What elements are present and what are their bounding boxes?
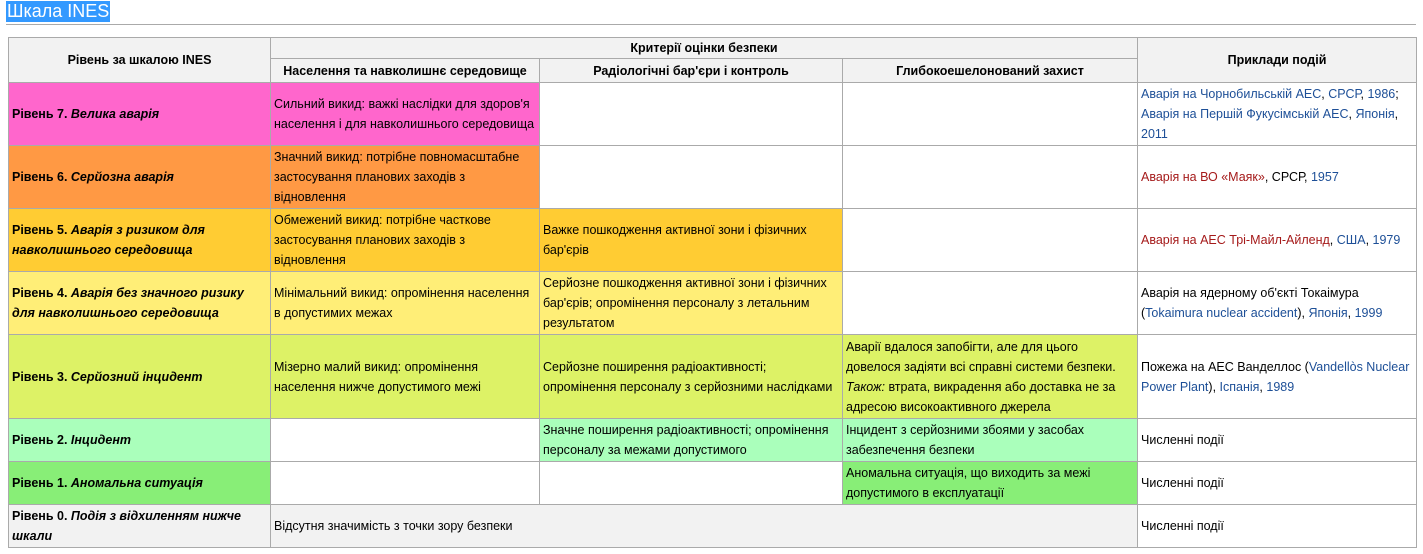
link-1979[interactable]: 1979 [1372, 233, 1401, 247]
link-mayak[interactable]: Аварія на ВО «Маяк» [1141, 170, 1265, 184]
defense-cell: Аномальна ситуація, що виходить за межі допустимого в експлуатації [843, 462, 1138, 505]
examples-cell: Численні події [1138, 419, 1417, 462]
barriers-cell [540, 146, 843, 209]
level-cell: Рівень 4. Аварія без значного ризику для навколишнього середовища [9, 272, 271, 335]
level-cell: Рівень 1. Аномальна ситуація [9, 462, 271, 505]
level-cell: Рівень 0. Подія з відхиленням нижче шкали [9, 505, 271, 548]
defense-cell [843, 83, 1138, 146]
link-1989[interactable]: 1989 [1266, 379, 1295, 394]
defense-cell [843, 146, 1138, 209]
barriers-cell: Серйозне пошкодження активної зони і фізичних бар'єрів; опромінення персоналу з летальним результатом [540, 272, 843, 335]
link-tokaimura[interactable]: Tokaimura nuclear accident [1145, 306, 1298, 320]
population-cell: Значний викид: потрібне повномасштабне застосування планових заходів з відновлення [271, 146, 540, 209]
examples-cell: Аварія на АЕС Трі-Майл-Айленд, США, 1979 [1138, 209, 1417, 272]
table-row-level-6 [9, 146, 1417, 209]
link-three-mile-island[interactable]: Аварія на АЕС Трі-Майл-Айленд [1141, 233, 1330, 247]
population-cell [271, 419, 540, 462]
barriers-cell: Значне поширення радіоактивності; опромінення персоналу за межами допустимого [540, 419, 843, 462]
population-cell: Обмежений викид: потрібне часткове застосування планових заходів з відновлення [271, 209, 540, 272]
defense-cell: Інцидент з серйозними збоями у засобах забезпечення безпеки [843, 419, 1138, 462]
level-cell: Рівень 3. Серйозний інцидент [9, 335, 271, 419]
level-cell: Рівень 7. Велика аварія [9, 83, 271, 146]
population-cell [271, 462, 540, 505]
population-cell: Сильний викид: важкі наслідки для здоров'я населення і для навколишнього середовища [271, 83, 540, 146]
table-row-level-4 [9, 272, 1417, 335]
header-population: Населення та навколишнє середовище [271, 59, 540, 83]
barriers-cell: Важке пошкодження активної зони і фізичних бар'єрів [540, 209, 843, 272]
level-cell: Рівень 5. Аварія з ризиком для навколишнього середовища [9, 209, 271, 272]
title-divider [6, 24, 1416, 25]
header-barriers: Радіологічні бар'єри і контроль [540, 59, 843, 83]
population-cell: Мінімальний викид: опромінення населення в допустимих межах [271, 272, 540, 335]
examples-cell: Численні події [1138, 462, 1417, 505]
defense-cell: Аварії вдалося запобігти, але для цього довелося задіяти всі справні системи безпеки. Також: втрата, викрадення або доставка не за адресою високоактивного джерела [843, 335, 1138, 419]
link-1999[interactable]: 1999 [1354, 306, 1383, 320]
header-examples: Приклади подій [1138, 38, 1417, 83]
barriers-cell [540, 83, 843, 146]
merged-criteria-cell: Відсутня значимість з точки зору безпеки [271, 505, 1138, 548]
link-fukushima[interactable]: Аварія на Першій Фукусімській АЕС [1141, 107, 1349, 121]
table-row-level-1 [9, 462, 1417, 505]
link-spain[interactable]: Іспанія [1219, 379, 1260, 394]
page-title: Шкала INES [7, 1, 110, 21]
link-ussr[interactable]: СРСР [1328, 87, 1361, 101]
link-chernobyl[interactable]: Аварія на Чорнобильській АЕС [1141, 87, 1322, 101]
examples-cell: Численні події [1138, 505, 1417, 548]
examples-cell: Аварія на Чорнобильській АЕС, СРСР, 1986; Аварія на Першій Фукусімській АЕС, Японія, 2011 [1138, 83, 1417, 146]
table-row-level-0 [9, 505, 1417, 548]
table-row-level-2 [9, 419, 1417, 462]
level-cell: Рівень 6. Серйозна аварія [9, 146, 271, 209]
header-criteria: Критерії оцінки безпеки [271, 38, 1138, 59]
table-row-level-3 [9, 335, 1417, 419]
link-usa[interactable]: США [1336, 233, 1366, 247]
link-vandellos[interactable]: Vandellòs Nuclear Power Plant [1141, 359, 1410, 394]
link-japan[interactable]: Японія [1355, 107, 1395, 121]
ines-table [8, 37, 1417, 548]
level-cell: Рівень 2. Інцидент [9, 419, 271, 462]
population-cell: Мізерно малий викид: опромінення населення нижче допустимого межі [271, 335, 540, 419]
link-1986[interactable]: 1986 [1367, 87, 1396, 101]
examples-cell: Аварія на ядерному об'єкті Токаімура (Tokaimura nuclear accident), Японія, 1999 [1138, 272, 1417, 335]
link-1957[interactable]: 1957 [1310, 170, 1339, 184]
barriers-cell [540, 462, 843, 505]
examples-cell: Аварія на ВО «Маяк», СРСР, 1957 [1138, 146, 1417, 209]
link-2011[interactable]: 2011 [1141, 127, 1168, 141]
table-row-level-7 [9, 83, 1417, 146]
examples-cell: Пожежа на АЕС Ванделлос (Vandellòs Nuclear Power Plant), Іспанія, 1989 [1138, 335, 1417, 419]
defense-cell [843, 272, 1138, 335]
header-level: Рівень за шкалою INES [9, 38, 271, 83]
defense-cell [843, 209, 1138, 272]
table-row-level-5 [9, 209, 1417, 272]
header-defense: Глибокоешелонований захист [843, 59, 1138, 83]
barriers-cell: Серйозне поширення радіоактивності; опромінення персоналу з серйозними наслідками [540, 335, 843, 419]
link-japan[interactable]: Японія [1308, 306, 1348, 320]
